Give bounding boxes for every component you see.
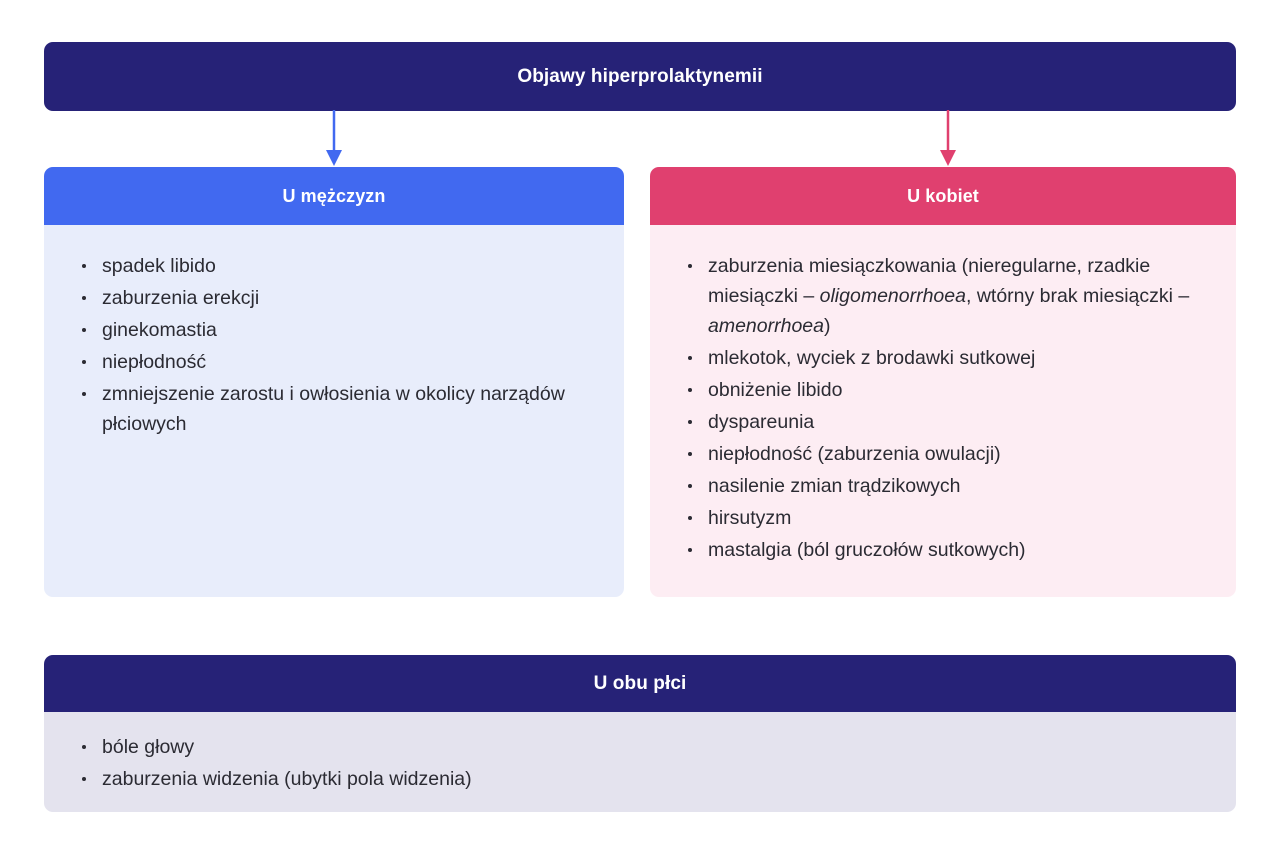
list-item: zaburzenia erekcji: [78, 283, 594, 313]
column-female-body: [650, 225, 1236, 597]
list-item: [684, 375, 1206, 405]
column-male-header: [44, 167, 624, 225]
list-item-text: obniżenie libido: [708, 379, 843, 401]
list-item-text: niepłodność (zaburzenia owulacji): [708, 443, 1001, 465]
list-item-text: , wtórny brak miesiączki –: [965, 285, 1190, 307]
list-item: bóle głowy: [78, 732, 1206, 762]
list-item-text: nasilenie zmian trądzikowych: [708, 475, 961, 497]
list-item-text: zaburzenia miesiączkowania (nieregularne, rzadkie miesiączki –: [708, 255, 1151, 307]
list-item-text: mlekotok, wyciek z brodawki sutkowej: [708, 347, 1036, 369]
latin-term: amenorrhoea: [708, 315, 824, 337]
column-female-label: U kobiet: [907, 185, 979, 206]
column-female: [650, 167, 1236, 597]
section-both-sexes-label: U obu płci: [593, 672, 687, 694]
root-node-label: Objawy hiperprolaktynemii: [517, 65, 763, 87]
column-male-body: [44, 225, 624, 597]
root-node-header: [44, 42, 1236, 111]
list-item-text: ): [824, 315, 831, 337]
arrow-to-male: [322, 110, 346, 168]
list-item: niepłodność: [78, 347, 594, 377]
list-item: ginekomastia: [78, 315, 594, 345]
list-item-text: mastalgia (ból gruczołów sutkowych): [708, 539, 1026, 561]
section-both-sexes-header: [44, 655, 1236, 712]
section-both-sexes: [44, 655, 1236, 812]
list-item: [684, 343, 1206, 373]
list-item: zaburzenia widzenia (ubytki pola widzenia): [78, 764, 1206, 794]
latin-term: oligomenorrhoea: [819, 285, 966, 307]
list-item: [684, 439, 1206, 469]
list-item-text: hirsutyzm: [708, 507, 792, 529]
list-item: [684, 471, 1206, 501]
list-item: [684, 407, 1206, 437]
list-item: zmniejszenie zarostu i owłosienia w okolicy narządów płciowych: [78, 379, 594, 439]
root-node: [44, 42, 1236, 111]
list-item: [684, 251, 1206, 341]
column-male-label: U mężczyzn: [282, 185, 386, 206]
symptom-list-both: [44, 712, 1236, 794]
list-item-text: dyspareunia: [708, 411, 815, 433]
section-both-sexes-body: [44, 712, 1236, 812]
column-male: [44, 167, 624, 597]
symptom-list-female: [650, 225, 1236, 565]
list-item: [684, 535, 1206, 565]
arrow-to-female: [936, 110, 960, 168]
list-item: [684, 503, 1206, 533]
symptom-list-male: [44, 225, 624, 439]
column-female-header: [650, 167, 1236, 225]
list-item: spadek libido: [78, 251, 594, 281]
